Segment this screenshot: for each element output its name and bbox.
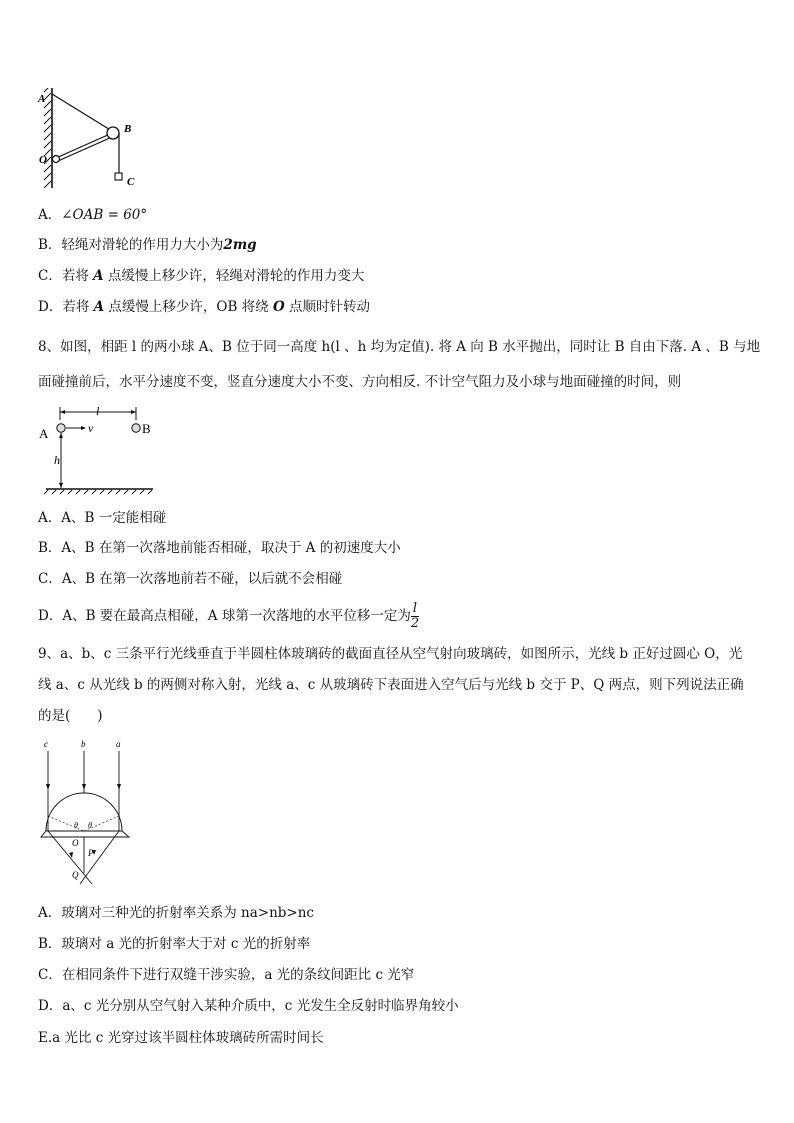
q8-stem-line1: 8、如图，相距 l 的两小球 A、B 位于同一高度 h(l 、h 均为定值). 将 A 向 B 水平抛出，同时让 B 自由下落. A 、B 与地 bbox=[38, 339, 761, 355]
label-b: b bbox=[81, 739, 86, 749]
semicircle-glass bbox=[46, 793, 122, 831]
q7-option-b: B．轻绳对滑轮的作用力大小为2mg bbox=[38, 237, 257, 253]
q9-option-e: E.a 光比 c 光穿过该半圆柱体玻璃砖所需时间长 bbox=[38, 1030, 324, 1046]
label-b: B bbox=[142, 421, 151, 436]
ball-a bbox=[57, 424, 65, 432]
label-o: O bbox=[72, 838, 79, 848]
q9-stem-line3: 的是( ) bbox=[38, 708, 103, 724]
label-c: c bbox=[44, 739, 48, 749]
label-c: C bbox=[127, 176, 135, 188]
label-p: P bbox=[88, 848, 94, 858]
label-l: l bbox=[96, 404, 100, 418]
rope-ab bbox=[52, 94, 112, 131]
q9-stem-line2: 线 a、c 从光线 b 的两侧对称入射，光线 a、c 从玻璃砖下表面进入空气后与光线 b 交于 P、Q 两点，则下列说法正确 bbox=[38, 677, 744, 693]
q8-figure bbox=[36, 404, 161, 496]
q9-stem-line1: 9、a、b、c 三条平行光线垂直于半圆柱体玻璃砖的截面直径从空气射向玻璃砖，如图所示，光线 b 正好过圆心 O，光 bbox=[38, 646, 743, 662]
q9-option-d: D．a、c 光分别从空气射入某种介质中，c 光发生全反射时临界角较小 bbox=[38, 998, 459, 1014]
label-a: A bbox=[38, 93, 46, 105]
q9-option-b: B．玻璃对 a 光的折射率大于对 c 光的折射率 bbox=[38, 936, 311, 952]
q8-option-c: C．A、B 在第一次落地前若不碰，以后就不会相碰 bbox=[38, 571, 343, 587]
hinge-o bbox=[53, 156, 60, 163]
q8-stem-line2: 面碰撞前后，水平分速度不变，竖直分速度大小不变、方向相反. 不计空气阻力及小球与地面碰撞的时间，则 bbox=[38, 374, 682, 390]
q7-option-a: A．∠OAB = 60° bbox=[38, 207, 148, 223]
q8-option-a: A．A、B 一定能相碰 bbox=[38, 510, 167, 526]
label-o: O bbox=[39, 154, 47, 166]
q7-figure bbox=[36, 88, 146, 196]
fraction-l-over-2: $\frac{l}{2}$ bbox=[410, 601, 420, 631]
ball-b bbox=[132, 424, 140, 432]
label-q: Q bbox=[72, 870, 79, 880]
q9-option-a: A．玻璃对三种光的折射率关系为 na>nb>nc bbox=[38, 905, 314, 921]
pulley bbox=[107, 127, 119, 139]
label-theta-1: θ bbox=[74, 821, 78, 830]
label-h: h bbox=[54, 453, 60, 467]
q9-option-c: C．在相同条件下进行双缝干涉实验，a 光的条纹间距比 c 光窄 bbox=[38, 967, 415, 983]
q8-option-d: D．A、B 要在最高点相碰，A 球第一次落地的水平位移一定为 $\frac{l}{2}$ bbox=[38, 601, 420, 631]
q9-figure bbox=[38, 738, 138, 888]
weight-c bbox=[115, 173, 122, 180]
label-a: a bbox=[116, 739, 121, 749]
label-a: A bbox=[39, 426, 49, 441]
rod-ob bbox=[56, 134, 110, 158]
label-theta-2: θ bbox=[88, 821, 92, 830]
q7-option-c: C．若将 A 点缓慢上移少许，轻绳对滑轮的作用力变大 bbox=[38, 268, 365, 284]
q7-option-d: D．若将 A 点缓慢上移少许，OB 将绕 O 点顺时针转动 bbox=[38, 299, 371, 315]
label-b: B bbox=[124, 123, 132, 135]
label-v: v bbox=[88, 421, 94, 435]
q8-option-b: B．A、B 在第一次落地前能否相碰，取决于 A 的初速度大小 bbox=[38, 540, 401, 556]
